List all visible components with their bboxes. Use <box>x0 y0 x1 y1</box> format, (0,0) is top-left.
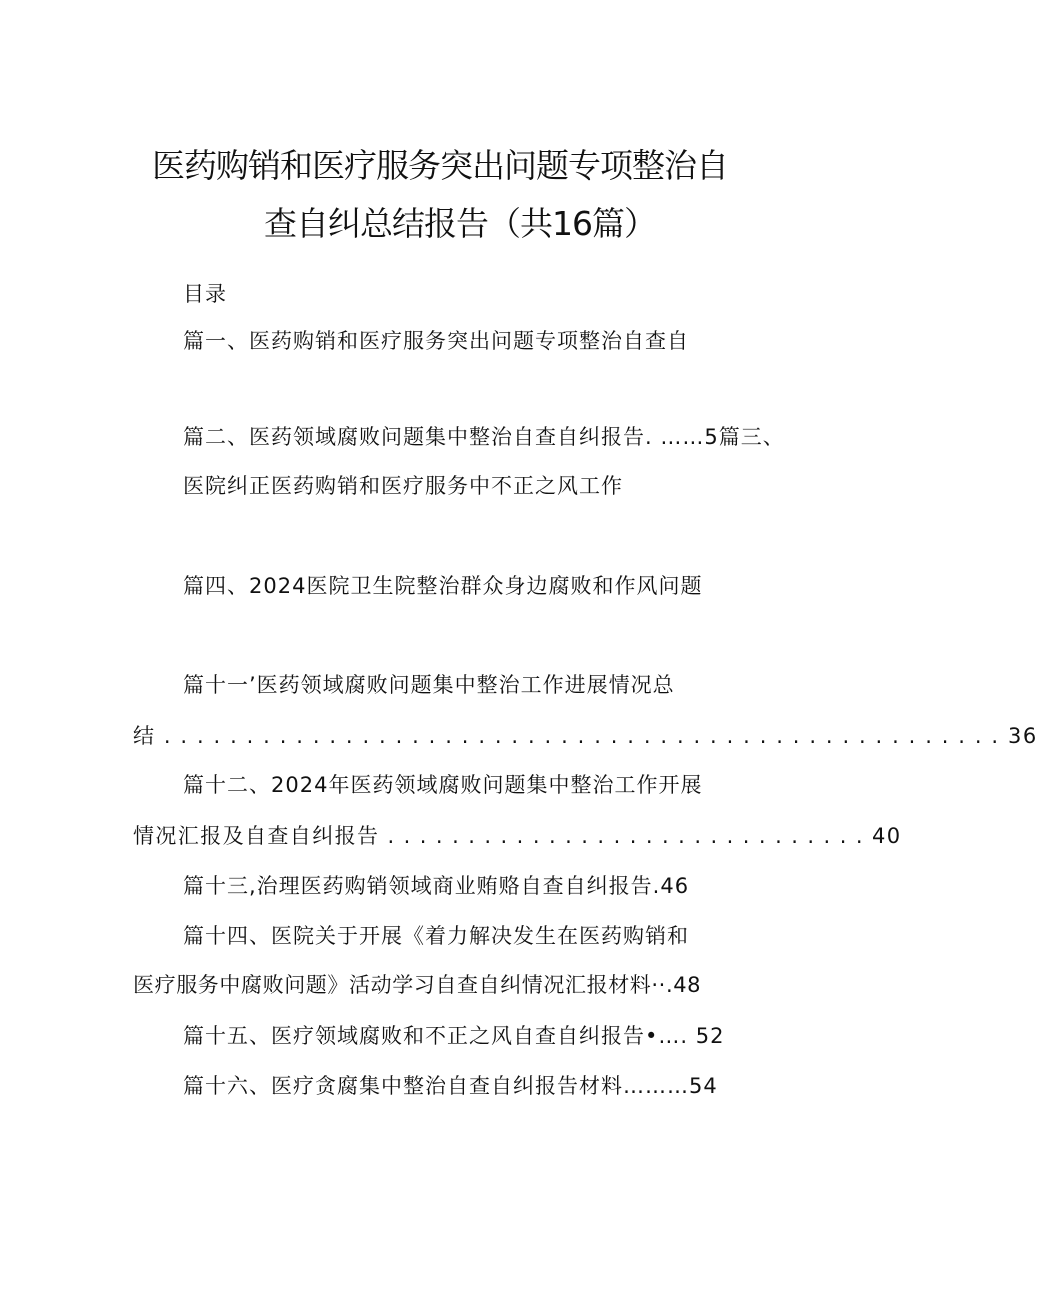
toc-entry: 篇十六、医疗贪腐集中整治自查自纠报告材料………54 <box>183 1074 718 1098</box>
document-title-line-2: 查自纠总结报告（共16篇） <box>264 204 656 243</box>
toc-entry: 篇四、2024医院卫生院整治群众身边腐败和作风问题 <box>183 574 703 598</box>
toc-entry: 医院纠正医药购销和医疗服务中不正之风工作 <box>183 474 623 498</box>
toc-entry: 结 . . . . . . . . . . . . . . . . . . . . . . . . . . . . . . . . . . . . . . . . . . . . . . . . . . . 36 <box>133 724 1038 748</box>
toc-entry: 篇二、医药领域腐败问题集中整治自查自纠报告. ……5篇三、 <box>183 425 785 449</box>
toc-entry: 篇十四、医院关于开展《着力解决发生在医药购销和 <box>183 924 689 948</box>
document-title-line-1: 医药购销和医疗服务突出问题专项整治自 <box>152 146 728 185</box>
toc-entry: 情况汇报及自查自纠报告 . . . . . . . . . . . . . . . . . . . . . . . . . . . . . . 40 <box>133 824 902 848</box>
toc-entry: 篇十二、2024年医药领域腐败问题集中整治工作开展 <box>183 773 703 797</box>
toc-entry: 医疗服务中腐败问题》活动学习自查自纠情况汇报材料··.48 <box>133 973 702 997</box>
toc-entry: 篇一、医药购销和医疗服务突出问题专项整治自查自 <box>183 329 689 353</box>
toc-entry: 篇十五、医疗领域腐败和不正之风自查自纠报告•…. 52 <box>183 1024 725 1048</box>
toc-entry: 篇十三,治理医药购销领域商业贿赂自查自纠报告.46 <box>183 874 690 898</box>
toc-heading: 目录 <box>183 282 227 306</box>
toc-entry: 篇十一’医药领域腐败问题集中整治工作进展情况总 <box>183 673 675 697</box>
